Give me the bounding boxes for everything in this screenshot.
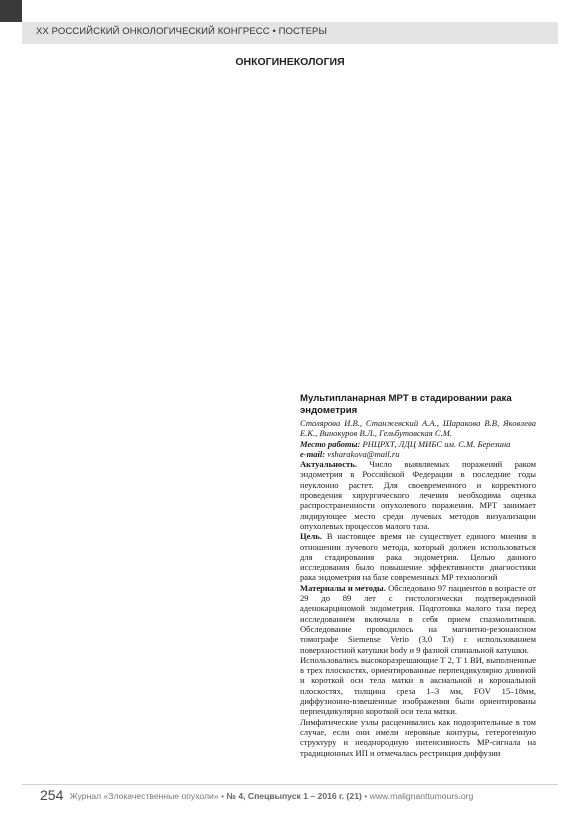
goal-text: В настоящее время не существует единого мнения в отношении лучевого метода, который должен использоваться для стадирования рака эндометрия. Целью данного исследования было повышение эффективности диагностики рака эндометрия на базе современных МР технологий [300,531,537,583]
footer [40,787,473,803]
relevance-label: Актуальность. [300,459,357,470]
section-title: ОНКОГИНЕКОЛОГИЯ [235,56,345,68]
workplace-line [300,439,536,449]
footer-divider [22,784,558,785]
footer-separator-2: • [364,791,368,801]
paragraph-sequences: Использовались высокоразрешающие Т 2, Т 1 ВИ, выполненные в трех плоскостях, ориентированные перпендикулярно длинной и короткой оси тела матки в аксиальной и корональной плоскостях, толщина среза 1–3 мм, FOV 15–18мм, диффузионно-взвешенные изображения были ориентированы перпендикулярно короткой оси тела матки. [300,654,536,717]
journal-name: Журнал «Злокачественные опухоли» [69,791,219,801]
paragraph-goal [300,531,536,582]
email-link[interactable]: vsharakova@mail.ru [327,448,400,459]
paragraph-lymph-nodes: Лимфатические узлы расценивались как подозрительные в том случае, если они имели неровные контуры, гетерогенную структуру и неоднородную интенсивность МР-сигнала на традиционных ИП и отмечалась рестрикция диффузии [300,716,536,758]
corner-mark [0,0,22,22]
running-title: XX РОССИЙСКИЙ ОНКОЛОГИЧЕСКИЙ КОНГРЕСС • ПОСТЕРЫ [36,26,327,37]
methods-label: Материалы и методы. [300,582,386,593]
email-label: e-mail: [300,448,326,459]
footer-separator-1: • [220,791,224,801]
article [300,393,536,758]
paragraph-relevance [300,459,536,531]
page-number: 254 [40,787,64,803]
article-title: Мультипланарная МРТ в стадировании рака эндометрия [300,393,512,416]
workplace-label: Место работы: [300,438,361,449]
methods-text: Обследовано 97 пациентов в возрасте от 29 до 89 лет с гистологически подтвержденной аденокарциномой эндометрия. Подготовка малого таза перед исследованием включала в себя прием спазмолитиков. Обследование проводилось на магнитно-резонансном томографе Siemense Verio (3,0 Тл) с использованием поверхностной катушки body и 9 фазной спинальной катушки. [300,582,536,655]
article-authors: Столярова И.В., Станжевский А.А., Шаракова В.В, Яковлева Е.К., Винокуров В.Л., Гельбутовская С.М. [300,418,536,439]
workplace-value: РНЦРХТ, ЛДЦ МИБС им. С.М. Березина [362,438,511,449]
paragraph-methods [300,583,536,655]
relevance-text: Число выявляемых поражений раком эндометрия в Российской Федерации в последние годы неуклонно растет. Для своевременного и корректного проведения хирургического лечения необходима оценка распространенности опухолевого поражения. МРТ занимает лидирующее место среди лучевых методов визуализации опухолевых процессов малого таза. [300,459,536,531]
website-link[interactable]: www.malignanttumours.org [369,791,474,801]
email-line [300,449,536,459]
goal-label: Цель. [300,531,322,542]
issue-info: № 4, Спецвыпуск 1 – 2016 г. (21) [226,791,362,801]
